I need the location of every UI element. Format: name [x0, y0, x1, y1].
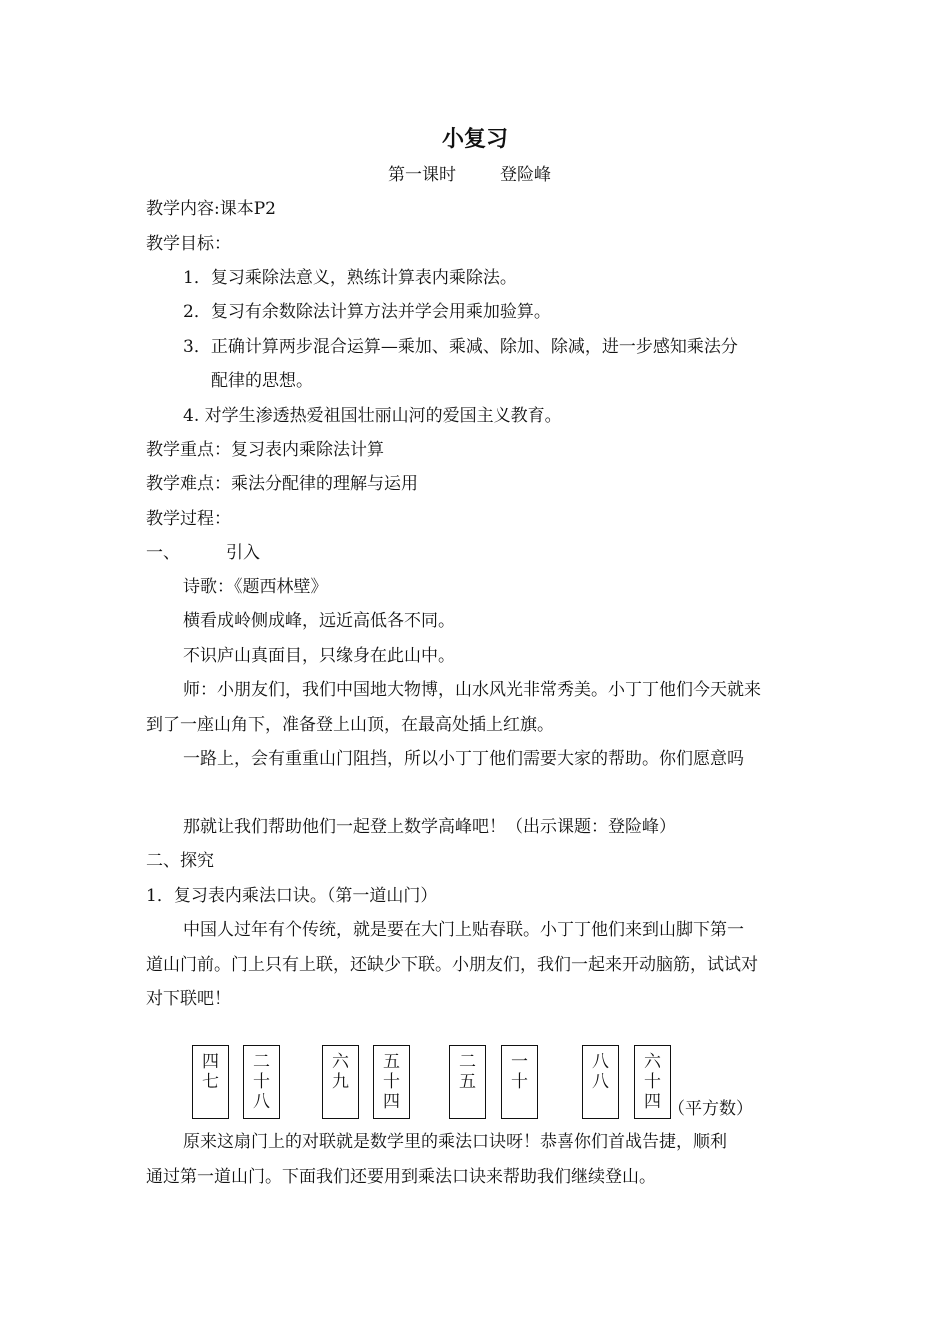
- item-1-heading: 1．复习表内乘法口诀。（第一道山门）: [146, 886, 438, 906]
- section-2-heading: 二、探究: [146, 851, 214, 871]
- story-paragraph: 中国人过年有个传统，就是要在大门上贴春联。小丁丁他们来到山脚下第一: [183, 920, 744, 940]
- closing-paragraph-continued: 通过第一道山门。下面我们还要用到乘法口诀来帮助我们继续登山。: [146, 1167, 656, 1187]
- couplet-note: （平方数）: [668, 1099, 753, 1119]
- goal-item: 1．复习乘除法意义，熟练计算表内乘除法。: [183, 268, 517, 288]
- process-heading: 教学过程：: [146, 509, 231, 529]
- poem-title: 诗歌：《题西林壁》: [183, 577, 328, 597]
- lesson-topic: 登险峰: [500, 165, 551, 185]
- key-point: 教学重点：复习表内乘除法计算: [146, 440, 384, 460]
- couplet-scroll: 四 七: [192, 1045, 229, 1119]
- couplet-scroll: 二 十 八: [243, 1045, 280, 1119]
- goals-heading: 教学目标：: [146, 234, 231, 254]
- teacher-paragraph: 师：小朋友们，我们中国地大物博，山水风光非常秀美。小丁丁他们今天就来: [183, 680, 761, 700]
- goal-item: 2．复习有余数除法计算方法并学会用乘加验算。: [183, 302, 551, 322]
- closing-paragraph: 原来这扇门上的对联就是数学里的乘法口诀呀！恭喜你们首战告捷，顺利: [183, 1132, 727, 1152]
- couplet-scroll: 六 九: [322, 1045, 359, 1119]
- document-title: 小复习: [441, 127, 508, 152]
- goal-item: 4. 对学生渗透热爱祖国壮丽山河的爱国主义教育。: [183, 406, 562, 426]
- teacher-paragraph: 一路上，会有重重山门阻挡，所以小丁丁他们需要大家的帮助。你们愿意吗: [183, 749, 744, 769]
- teacher-paragraph: 那就让我们帮助他们一起登上数学高峰吧！（出示课题：登险峰）: [183, 817, 676, 837]
- goal-item: 3．正确计算两步混合运算—乘加、乘减、除加、除减，进一步感知乘法分: [183, 337, 738, 357]
- couplet-scroll: 一 十: [501, 1045, 538, 1119]
- story-paragraph-continued: 道山门前。门上只有上联，还缺少下联。小朋友们，我们一起来开动脑筋，试试对: [146, 955, 758, 975]
- couplet-scroll: 八 八: [582, 1045, 619, 1119]
- teacher-paragraph-continued: 到了一座山角下，准备登上山顶，在最高处插上红旗。: [146, 715, 554, 735]
- goal-item-continuation: 配律的思想。: [211, 371, 313, 391]
- lesson-subtitle: [388, 160, 551, 185]
- section-1-heading: [146, 541, 260, 565]
- section-1-title: 引入: [226, 543, 260, 563]
- couplet-scroll: 二 五: [449, 1045, 486, 1119]
- poem-line: 横看成岭侧成峰，远近高低各不同。: [183, 611, 455, 631]
- lesson-period: 第一课时: [388, 165, 456, 185]
- couplet-scroll: 五 十 四: [373, 1045, 410, 1119]
- couplet-scroll: 六 十 四: [634, 1045, 671, 1119]
- section-1-number: 一、: [146, 543, 180, 563]
- poem-line: 不识庐山真面目，只缘身在此山中。: [183, 646, 455, 666]
- teaching-content: 教学内容:课本P2: [146, 199, 276, 219]
- difficulty: 教学难点：乘法分配律的理解与运用: [146, 474, 418, 494]
- story-paragraph-continued: 对下联吧！: [146, 989, 231, 1009]
